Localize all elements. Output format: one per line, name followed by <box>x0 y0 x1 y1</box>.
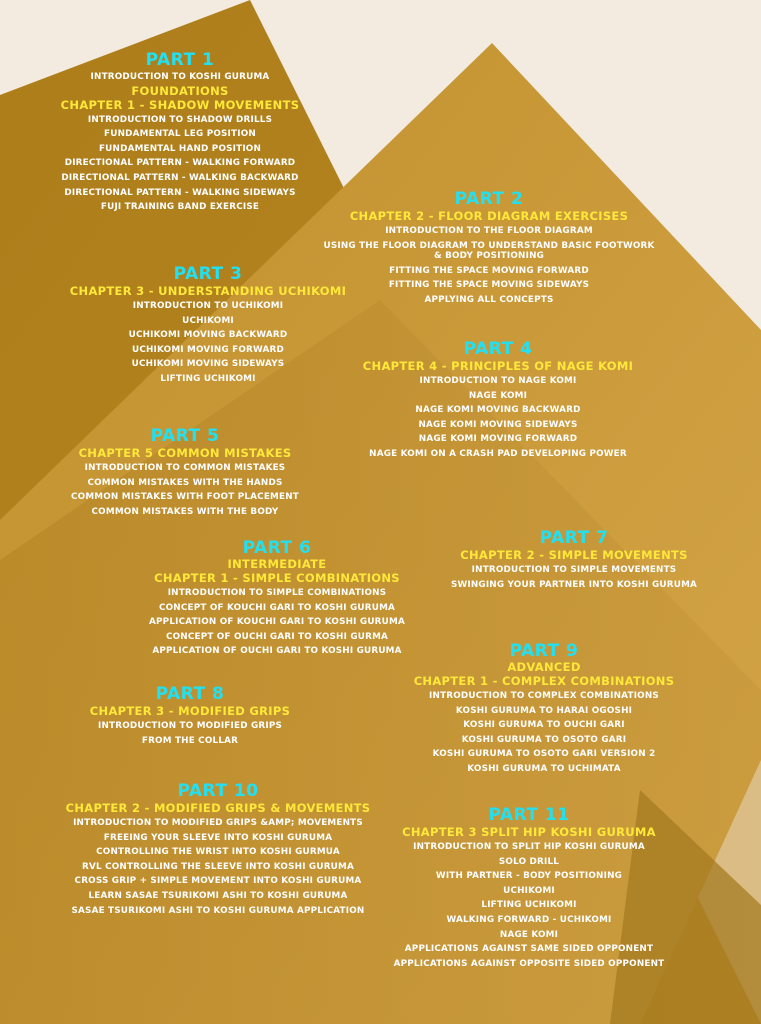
lesson-item: COMMON MISTAKES WITH THE BODY <box>91 506 279 517</box>
lesson-item: APPLICATIONS AGAINST SAME SIDED OPPONENT <box>404 944 654 955</box>
lesson-item: COMMON MISTAKES WITH THE HANDS <box>87 477 283 488</box>
lesson-item: NAGE KOMI MOVING FORWARD <box>418 434 578 445</box>
chapter-heading: CHAPTER 1 - SHADOW MOVEMENTS <box>60 97 300 112</box>
part-5-section <box>55 426 315 519</box>
lesson-item: FITTING THE SPACE MOVING FORWARD <box>389 265 589 276</box>
chapter-heading: CHAPTER 4 - PRINCIPLES OF NAGE KOMI <box>362 359 634 373</box>
lesson-item: APPLYING ALL CONCEPTS <box>424 294 554 305</box>
lesson-item: SASAE TSURIKOMI ASHI TO KOSHI GURUMA APPLICATION <box>71 905 365 916</box>
lesson-item: RVL CONTROLLING THE SLEEVE INTO KOSHI GURUMA <box>82 861 354 872</box>
chapter-heading: CHAPTER 1 - SIMPLE COMBINATIONS <box>154 571 400 585</box>
lesson-item: NAGE KOMI ON A CRASH PAD DEVELOPING POWER <box>369 448 627 459</box>
chapter-heading: CHAPTER 2 - FLOOR DIAGRAM EXERCISES <box>349 209 629 223</box>
part-heading: PART 11 <box>488 805 570 825</box>
part-heading: PART 2 <box>454 189 524 209</box>
lesson-item: INTRODUCTION TO UCHIKOMI <box>132 301 284 311</box>
lesson-item: UCHIKOMI <box>182 315 234 326</box>
part-heading: PART 3 <box>173 264 243 284</box>
lesson-item: DIRECTIONAL PATTERN - WALKING FORWARD <box>64 158 296 169</box>
lesson-item: KOSHI GURUMA TO HARAI OGOSHI <box>455 705 633 716</box>
chapter-heading: CHAPTER 3 SPLIT HIP KOSHI GURUMA <box>402 825 656 839</box>
lesson-item: LEARN SASAE TSURIKOMI ASHI TO KOSHI GURUMA <box>88 890 348 901</box>
part-9-section <box>399 641 689 777</box>
intro-item: INTRODUCTION TO KOSHI GURUMA <box>90 72 270 82</box>
lesson-item: INTRODUCTION TO MODIFIED GRIPS <box>97 721 283 731</box>
lesson-item: FUNDAMENTAL LEG POSITION <box>104 129 256 140</box>
lesson-item: INTRODUCTION TO SPLIT HIP KOSHI GURUMA <box>413 842 645 852</box>
level-heading: FOUNDATIONS <box>131 83 229 98</box>
lesson-item: LIFTING UCHIKOMI <box>481 900 577 911</box>
lesson-item: NAGE KOMI MOVING SIDEWAYS <box>418 419 578 430</box>
part-heading: PART 4 <box>463 339 533 359</box>
lesson-item: INTRODUCTION TO SIMPLE COMBINATIONS <box>167 588 387 598</box>
lesson-item: KOSHI GURUMA TO OUCHI GARI <box>463 720 625 731</box>
lesson-item: WALKING FORWARD - UCHIKOMI <box>446 914 612 925</box>
lesson-item: CROSS GRIP + SIMPLE MOVEMENT INTO KOSHI GURUMA <box>74 876 362 887</box>
chapter-heading: CHAPTER 2 - MODIFIED GRIPS & MOVEMENTS <box>65 801 371 815</box>
part-heading: PART 9 <box>509 641 579 661</box>
level-heading: ADVANCED <box>507 660 581 674</box>
lesson-item: APPLICATION OF KOUCHI GARI TO KOSHI GURUMA <box>149 617 405 628</box>
part-6-section <box>137 538 417 659</box>
lesson-item: DIRECTIONAL PATTERN - WALKING SIDEWAYS <box>64 187 296 198</box>
lesson-item: FUJI TRAINING BAND EXERCISE <box>100 202 260 213</box>
part-heading: PART 7 <box>539 528 609 548</box>
part-heading: PART 10 <box>177 781 259 801</box>
lesson-item: INTRODUCTION TO THE FLOOR DIAGRAM <box>385 226 593 236</box>
part-10-section <box>53 781 383 918</box>
lesson-item: WITH PARTNER - BODY POSITIONING <box>435 871 623 882</box>
lesson-item: KOSHI GURUMA TO OSOTO GARI VERSION 2 <box>432 749 656 760</box>
part-heading: PART 6 <box>242 538 312 558</box>
lesson-item: APPLICATIONS AGAINST OPPOSITE SIDED OPPONENT <box>393 958 665 969</box>
part-heading: PART 5 <box>150 426 220 446</box>
part-heading: PART 1 <box>145 50 215 70</box>
lesson-item: UCHIKOMI MOVING BACKWARD <box>128 330 288 341</box>
lesson-item: FREEING YOUR SLEEVE INTO KOSHI GURUMA <box>103 832 333 843</box>
part-4-section <box>348 339 648 462</box>
part-11-section <box>384 805 674 971</box>
chapter-heading: CHAPTER 3 - UNDERSTANDING UCHIKOMI <box>69 284 347 298</box>
chapter-heading: CHAPTER 1 - COMPLEX COMBINATIONS <box>413 674 675 688</box>
lesson-item: INTRODUCTION TO MODIFIED GRIPS &AMP; MOVEMENTS <box>73 818 363 828</box>
lesson-item: CONCEPT OF OUCHI GARI TO KOSHI GURMA <box>165 631 389 642</box>
part-heading: PART 8 <box>155 684 225 704</box>
lesson-item: INTRODUCTION TO SHADOW DRILLS <box>87 114 273 125</box>
lesson-item: USING THE FLOOR DIAGRAM TO UNDERSTAND BASIC FOOTWORK & BODY POSITIONING <box>323 240 655 262</box>
chapter-heading: CHAPTER 2 - SIMPLE MOVEMENTS <box>460 548 688 562</box>
lesson-item: SWINGING YOUR PARTNER INTO KOSHI GURUMA <box>450 579 698 590</box>
chapter-heading: CHAPTER 5 COMMON MISTAKES <box>78 446 292 460</box>
chapter-heading: CHAPTER 3 - MODIFIED GRIPS <box>89 704 291 718</box>
lesson-item: KOSHI GURUMA TO UCHIMATA <box>467 763 621 774</box>
lesson-item: COMMON MISTAKES WITH FOOT PLACEMENT <box>71 492 299 503</box>
lesson-item: INTRODUCTION TO NAGE KOMI <box>419 376 577 386</box>
part-3-section <box>58 264 358 387</box>
lesson-item: FROM THE COLLAR <box>141 735 239 746</box>
part-7-section <box>444 528 704 592</box>
lesson-item: NAGE KOMI <box>468 390 528 401</box>
lesson-item: CONCEPT OF KOUCHI GARI TO KOSHI GURUMA <box>158 602 396 613</box>
lesson-item: UCHIKOMI MOVING FORWARD <box>132 344 284 355</box>
part-2-section <box>320 189 658 307</box>
lesson-item: KOSHI GURUMA TO OSOTO GARI <box>461 734 627 745</box>
lesson-item: LIFTING UCHIKOMI <box>160 373 256 384</box>
lesson-item: INTRODUCTION TO COMPLEX COMBINATIONS <box>429 691 659 701</box>
lesson-item: UCHIKOMI MOVING SIDEWAYS <box>131 359 285 370</box>
lesson-item: NAGE KOMI MOVING BACKWARD <box>415 405 581 416</box>
part-8-section <box>80 684 300 748</box>
lesson-item: DIRECTIONAL PATTERN - WALKING BACKWARD <box>61 172 299 183</box>
lesson-item: SOLO DRILL <box>498 856 560 867</box>
lesson-item: INTRODUCTION TO SIMPLE MOVEMENTS <box>471 565 677 575</box>
lesson-item: UCHIKOMI <box>503 885 555 896</box>
lesson-item: APPLICATION OF OUCHI GARI TO KOSHI GURUMA <box>152 646 402 657</box>
lesson-item: CONTROLLING THE WRIST INTO KOSHI GURMUA <box>96 847 340 858</box>
lesson-item: FUNDAMENTAL HAND POSITION <box>98 143 262 154</box>
lesson-item: FITTING THE SPACE MOVING SIDEWAYS <box>388 280 590 291</box>
lesson-item: INTRODUCTION TO COMMON MISTAKES <box>84 463 286 473</box>
part-1-section <box>40 50 320 215</box>
level-heading: INTERMEDIATE <box>227 557 327 571</box>
lesson-item: NAGE KOMI <box>499 929 559 940</box>
